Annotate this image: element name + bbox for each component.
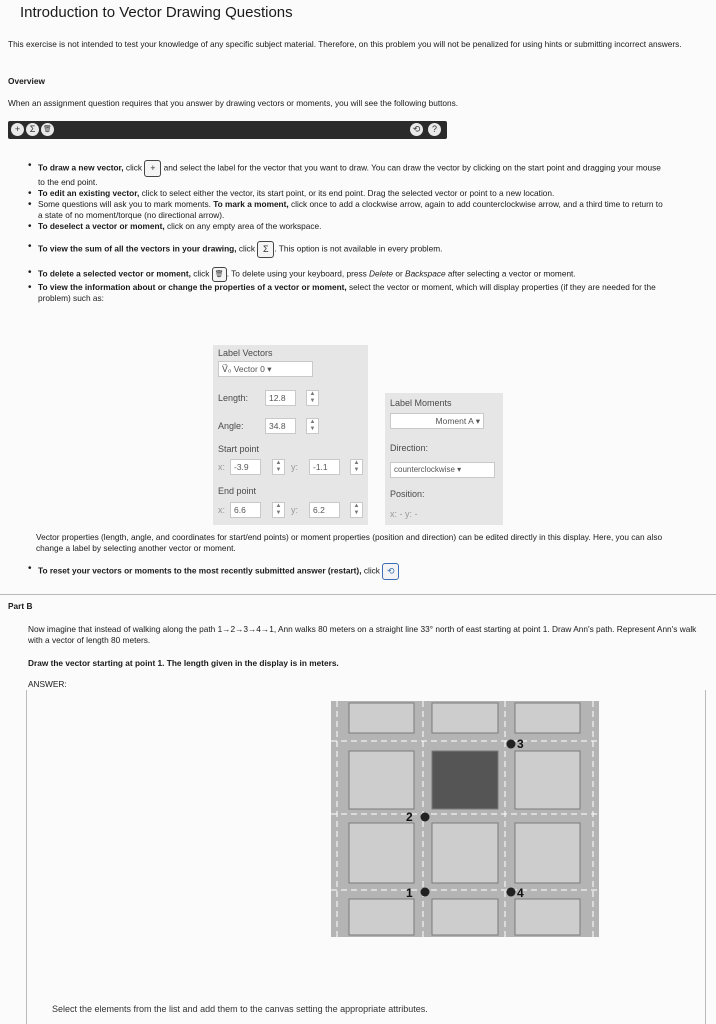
reset-icon[interactable]: ⟲ <box>382 563 399 580</box>
sum-icon[interactable]: Σ <box>26 123 39 136</box>
start-x-stepper[interactable]: ▲ ▼ <box>272 459 285 475</box>
drawing-canvas[interactable] <box>331 701 599 937</box>
length-input[interactable]: 12.8 <box>265 390 296 406</box>
map-point-label: 1 <box>406 886 413 900</box>
map-point-label: 2 <box>406 810 413 824</box>
map-point-3[interactable] <box>507 740 516 749</box>
angle-stepper[interactable]: ▲ ▼ <box>306 418 319 434</box>
list-item: • To edit an existing vector, click to select either the vector, its start point, or its end point. Drag the selected vector or point to a new location. <box>28 188 668 199</box>
list-item: • To reset your vectors or moments to the most recently submitted answer (restart), click ⟲ <box>28 563 668 580</box>
moment-properties-panel: Label Moments Moment A ▾ Direction: counterclockwise ▾ Position: x: - y: - <box>385 393 503 525</box>
add-vector-icon[interactable]: + <box>11 123 24 136</box>
instruction-list <box>28 160 668 304</box>
start-y-input[interactable]: -1.1 <box>309 459 340 475</box>
panel-heading: Label Vectors <box>218 348 273 358</box>
start-x-input[interactable]: -3.9 <box>230 459 261 475</box>
reset-icon[interactable]: ⟲ <box>410 123 423 136</box>
delete-icon[interactable]: 🗑 <box>212 267 227 282</box>
end-x-input[interactable]: 6.6 <box>230 502 261 518</box>
properties-note: Vector properties (length, angle, and coordinates for start/end points) or moment properties (position and direction) can be edited directly in this display. Here, you can also change a label by selecting another vector or moment. <box>36 532 663 553</box>
end-y-input[interactable]: 6.2 <box>309 502 340 518</box>
start-y-stepper[interactable]: ▲ ▼ <box>350 459 363 475</box>
moment-label-select[interactable]: Moment A ▾ <box>390 413 484 429</box>
map-point-1[interactable] <box>421 888 430 897</box>
map-point-2[interactable] <box>421 813 430 822</box>
length-stepper[interactable]: ▲ ▼ <box>306 390 319 406</box>
end-y-stepper[interactable]: ▲ ▼ <box>350 502 363 518</box>
sum-icon[interactable]: Σ <box>257 241 274 258</box>
delete-icon[interactable]: 🗑 <box>41 123 54 136</box>
add-vector-icon[interactable]: + <box>144 160 161 177</box>
help-icon[interactable]: ? <box>428 123 441 136</box>
overview-text: When an assignment question requires that you answer by drawing vectors or moments, you will see the following buttons. <box>8 98 459 108</box>
map-point-label: 4 <box>517 886 524 900</box>
divider <box>0 594 716 595</box>
panel-heading: Label Moments <box>390 398 452 408</box>
list-item: • To draw a new vector, click + and select the label for the vector that you want to draw. You can draw the vector by clicking on the start point and dragging your mouse to the end point. <box>28 160 668 188</box>
end-x-stepper[interactable]: ▲ ▼ <box>272 502 285 518</box>
position-value: x: - y: - <box>390 509 418 519</box>
angle-input[interactable]: 34.8 <box>265 418 296 434</box>
answer-label: ANSWER: <box>28 679 67 689</box>
list-item: • To delete a selected vector or moment, click 🗑 . To delete using your keyboard, press Delete or Backspace after selecting a vector or moment. <box>28 267 668 282</box>
direction-select[interactable]: counterclockwise ▾ <box>390 462 495 478</box>
part-b-text: Now imagine that instead of walking along the path 1→2→3→4→1, Ann walks 80 meters on a straight line 33° north of east starting at point 1. Draw Ann's path. Represent Ann's walk with a vector of length 80 meters. <box>28 624 697 645</box>
reset-list <box>28 563 668 580</box>
page-title: Introduction to Vector Drawing Questions <box>20 4 293 21</box>
part-b-heading: Part B <box>8 601 33 611</box>
intro-text: This exercise is not intended to test your knowledge of any specific subject material. Therefore, on this problem you will not be penalized for using hints or submitting incorrect answers. <box>8 39 682 49</box>
list-item: • Some questions will ask you to mark moments. To mark a moment, click once to add a clockwise arrow, again to add counterclockwise arrow, and a third time to return to a state of no moment/torque (no directional arrow). <box>28 199 668 221</box>
list-item: • To view the information about or change the properties of a vector or moment, select the vector or moment, which will display properties (if they are needed for the problem) such as: <box>28 282 668 304</box>
part-b-instruction: Draw the vector starting at point 1. The length given in the display is in meters. <box>28 658 339 668</box>
vector-label-select[interactable]: V⃗₀ Vector 0 ▾ <box>218 361 313 377</box>
canvas-footer: Select the elements from the list and add them to the canvas setting the appropriate attributes. <box>52 1004 428 1014</box>
map-point-label: 3 <box>517 737 524 751</box>
map-point-4[interactable] <box>507 888 516 897</box>
overview-heading: Overview <box>8 76 45 86</box>
vector-properties-panel: Label Vectors V⃗₀ Vector 0 ▾ Length: 12.8 ▲ ▼ Angle: 34.8 ▲ ▼ Start point x: -3.9 ▲ ▼ y: -1.1 ▲ ▼ End point x: 6.6 ▲ ▼ y: 6.2 ▲ ▼ <box>213 345 368 525</box>
list-item: • To deselect a vector or moment, click on any empty area of the workspace. <box>28 221 668 232</box>
list-item: • To view the sum of all the vectors in your drawing, click Σ . This option is not available in every problem. <box>28 241 668 258</box>
drawing-toolbar <box>8 121 447 139</box>
